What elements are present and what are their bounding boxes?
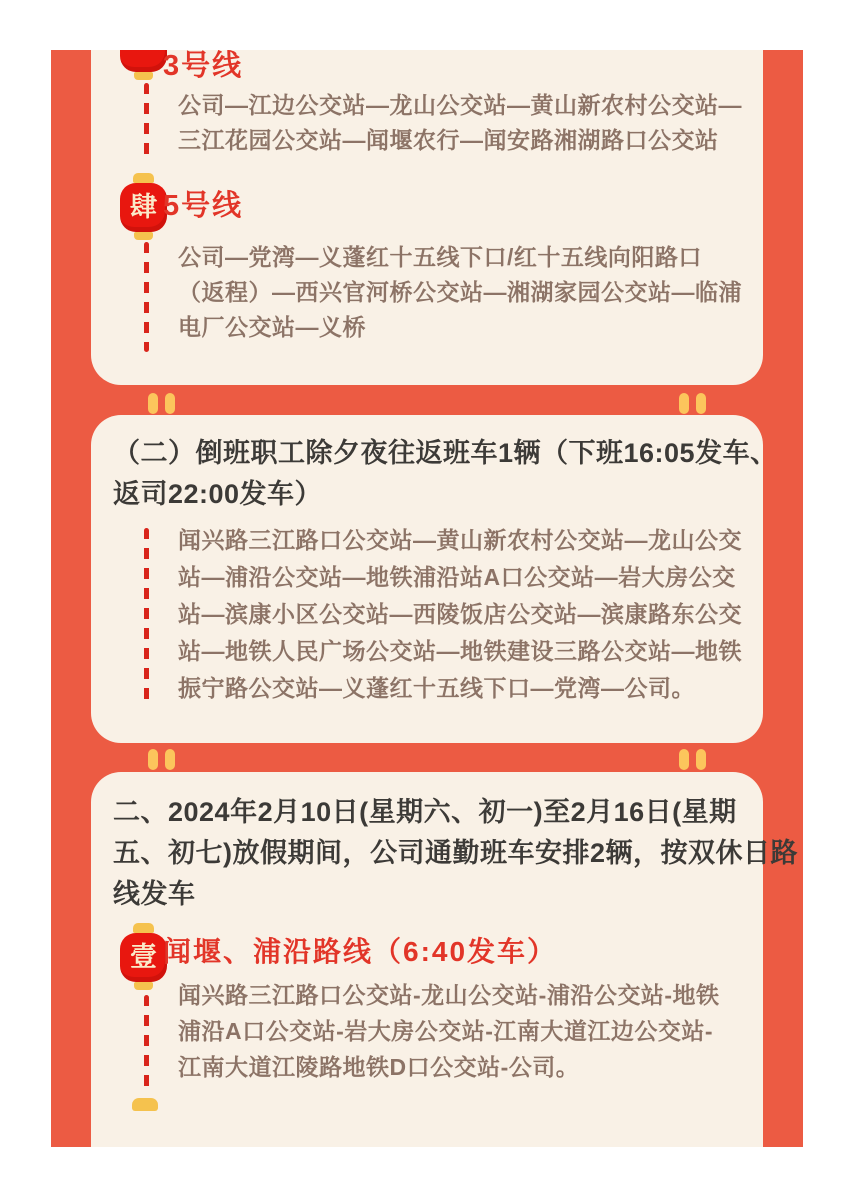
quote-mark-icon: [679, 393, 706, 414]
dashed-line: [144, 995, 149, 1090]
section-heading-holiday: [113, 792, 798, 915]
lantern-cap-icon: [133, 173, 154, 183]
lantern-si-icon: [120, 173, 167, 240]
heading-line: （二）倒班职工除夕夜往返班车1辆（下班16:05发车、: [113, 438, 778, 468]
lantern-icon: [120, 50, 167, 80]
route-paragraph-eve-shuttle: [178, 522, 742, 707]
route-title-line5: 5号线: [163, 190, 244, 222]
heading-line: 五、初七)放假期间，公司通勤班车安排2辆，按双休日路: [113, 838, 799, 868]
route-line: 站—地铁人民广场公交站—地铁建设三路公交站—地铁: [178, 638, 742, 664]
lantern-base-icon: [134, 232, 153, 240]
lantern-cap-icon: [133, 923, 154, 933]
route-line: 站—浦沿公交站—地铁浦沿站A口公交站—岩大房公交: [178, 564, 736, 590]
route-line: 闻兴路三江路口公交站—黄山新农村公交站—龙山公交: [178, 527, 742, 553]
route-line: 公司—江边公交站—龙山公交站—黄山新农村公交站—: [178, 92, 742, 118]
route-line: 江南大道江陵路地铁D口公交站-公司。: [178, 1054, 580, 1080]
route-line: 闻兴路三江路口公交站-龙山公交站-浦沿公交站-地铁: [178, 982, 720, 1008]
heading-line: 返司22:00发车）: [113, 479, 323, 509]
route-paragraph-wenyan-puyan: [178, 977, 719, 1085]
lantern-base-icon: [134, 982, 153, 990]
dashed-line: [144, 83, 149, 158]
route-line: 浦沿A口公交站-岩大房公交站-江南大道江边公交站-: [178, 1018, 714, 1044]
quote-mark-icon: [679, 749, 706, 770]
lantern-base-icon: [134, 72, 153, 80]
lantern-char: 肆: [130, 192, 157, 222]
route-line: 公司—党湾—义蓬红十五线下口/红十五线向阳路口: [178, 244, 702, 270]
route-title-wenyan-puyan: 闻堰、浦沿路线（6:40发车）: [163, 936, 558, 967]
quote-mark-icon: [148, 749, 175, 770]
route-line: 振宁路公交站—义蓬红十五线下口—党湾—公司。: [178, 675, 695, 701]
route-paragraph-line3: [178, 88, 742, 158]
quote-mark-icon: [148, 393, 175, 414]
dashed-line: [144, 242, 149, 352]
route-paragraph-line5: [178, 240, 742, 345]
heading-line: 线发车: [113, 879, 196, 909]
lantern-char: 壹: [130, 942, 157, 972]
route-title-line3: 3号线: [163, 50, 244, 82]
heading-line: 二、2024年2月10日(星期六、初一)至2月16日(星期: [113, 797, 737, 827]
route-line: 站—滨康小区公交站—西陵饭店公交站—滨康路东公交: [178, 601, 742, 627]
section-heading-eve-shuttle: [113, 433, 778, 515]
lantern-body-icon: [120, 933, 167, 982]
route-line: （返程）—西兴官河桥公交站—湘湖家园公交站—临浦: [178, 279, 742, 305]
route-line: 电厂公交站—义桥: [178, 314, 366, 340]
route-line: 三江花园公交站—闻堰农行—闻安路湘湖路口公交站: [178, 127, 719, 153]
notice-poster: [51, 50, 803, 1147]
lantern-yi-icon: [120, 923, 167, 990]
lantern-body-icon: [120, 50, 167, 72]
next-lantern-cap-icon: [132, 1098, 158, 1111]
lantern-body-icon: [120, 183, 167, 232]
dashed-line: [144, 528, 149, 703]
